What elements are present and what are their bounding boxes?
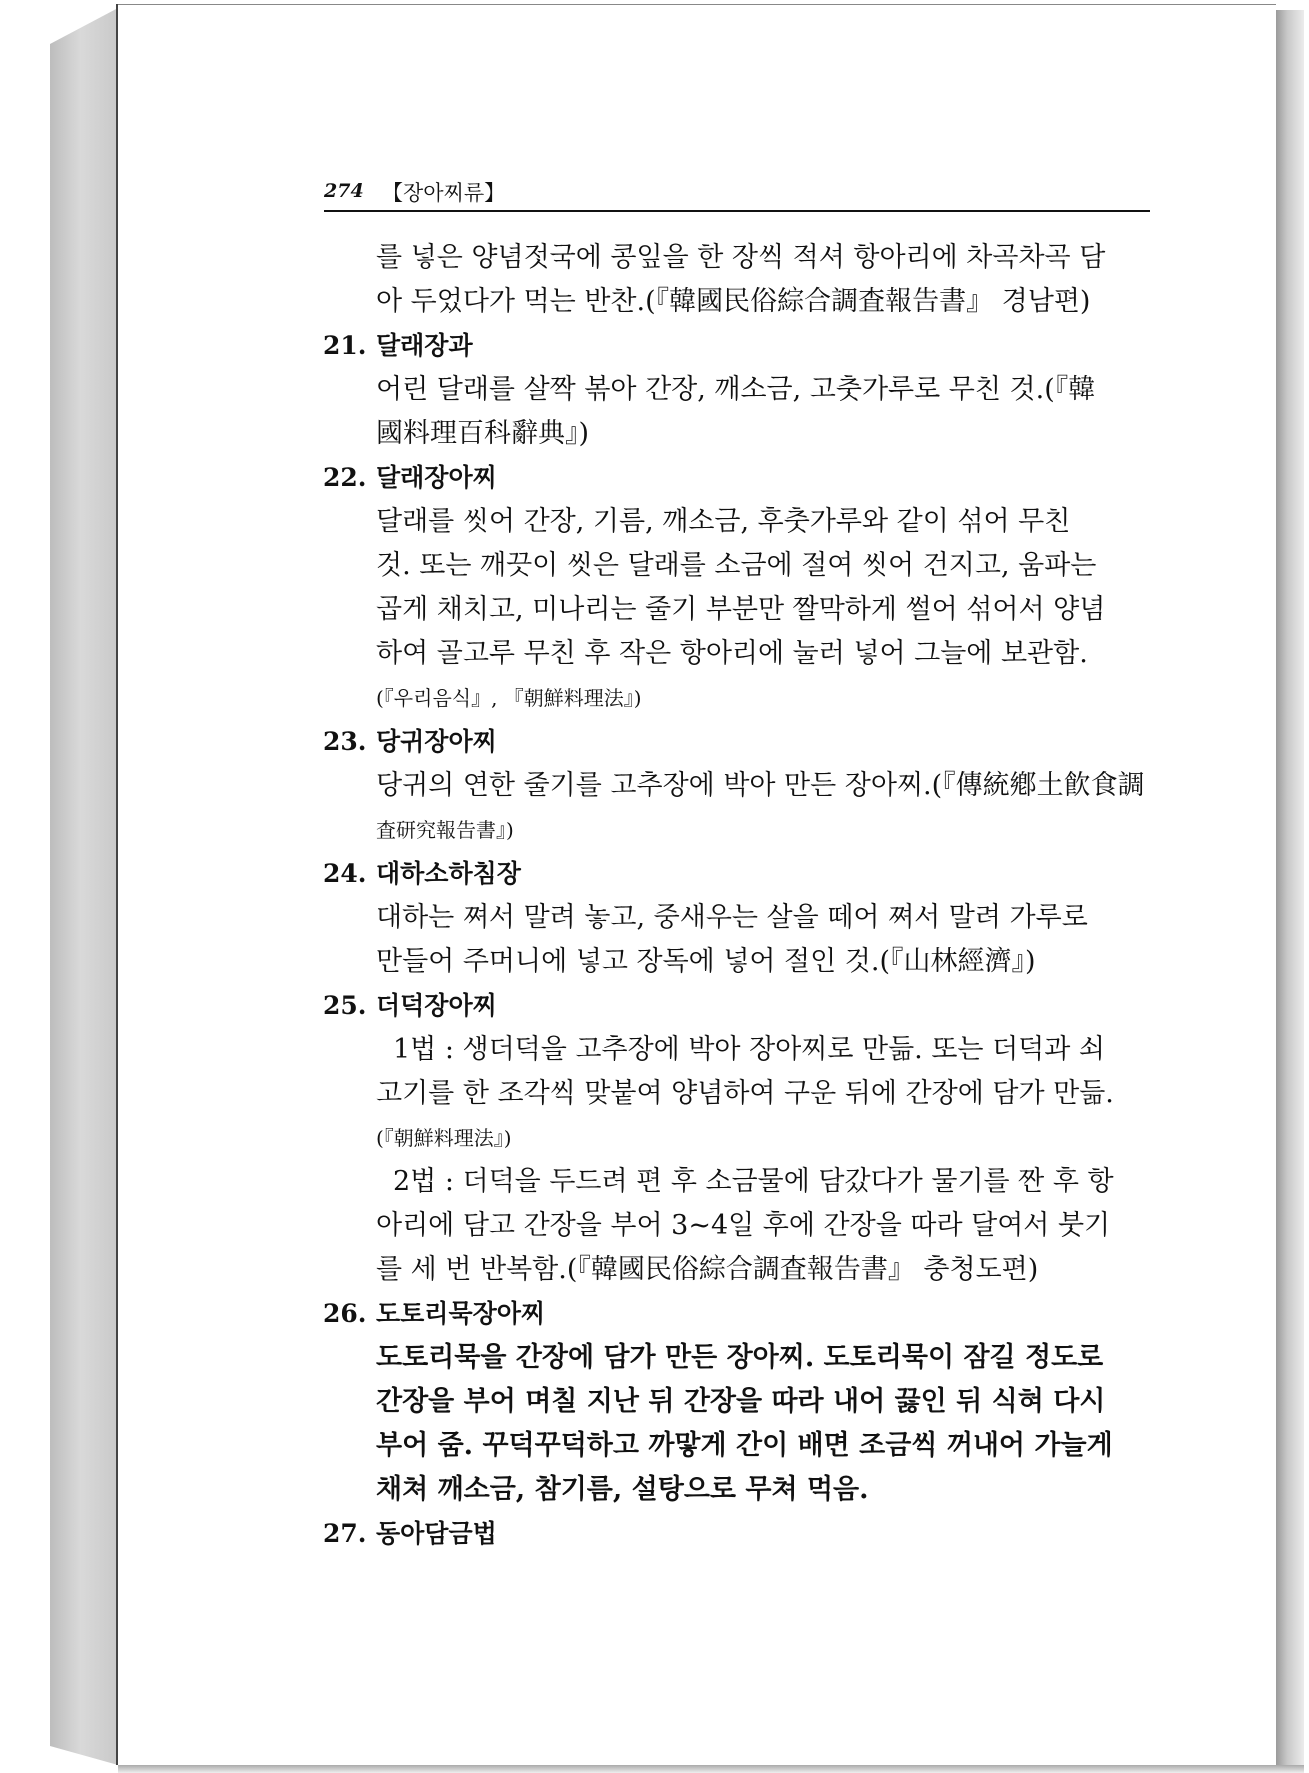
text-line: 아리에 담고 간장을 부어 3~4일 후에 간장을 따라 달여서 붓기	[376, 1210, 1111, 1241]
entry-26	[323, 1292, 1153, 1512]
section-title: 【장아찌류】	[382, 181, 506, 205]
text-line: 간장을 부어 며칠 지난 뒤 간장을 따라 내어 끓인 뒤 식혀 다시	[376, 1386, 1106, 1417]
text-line: 國料理百科辭典』)	[376, 418, 590, 449]
text-line: 대하는 쪄서 말려 놓고, 중새우는 살을 떼어 쪄서 말려 가루로	[376, 902, 1088, 933]
entry-number: 27.	[323, 1519, 367, 1548]
entry-heading	[323, 324, 1153, 368]
entry-heading	[323, 852, 1153, 896]
page-bottom-shadow	[118, 1765, 1304, 1773]
source-citation: (『우리음식』, 『朝鮮料理法』)	[376, 686, 642, 710]
entry-heading	[323, 984, 1153, 1028]
entry-21	[323, 324, 1153, 456]
entry-heading	[323, 1512, 1153, 1556]
entry-25	[323, 984, 1153, 1292]
entry-number: 23.	[323, 727, 367, 756]
text-line: 달래를 씻어 간장, 기름, 깨소금, 후춧가루와 같이 섞어 무친	[376, 506, 1071, 537]
method-2-line: 2법 : 더덕을 두드려 편 후 소금물에 담갔다가 물기를 짠 후 항	[393, 1166, 1114, 1197]
entry-number: 24.	[323, 859, 367, 888]
page-right-shadow	[1276, 10, 1304, 1765]
entry-title: 달래장아찌	[376, 463, 497, 492]
running-header	[324, 176, 1150, 212]
book-spine-edge	[50, 8, 118, 1765]
page-content	[323, 236, 1153, 1556]
text-line: 아 두었다가 먹는 반찬.(『韓國民俗綜合調査報告書』 경남편)	[376, 286, 1091, 317]
entry-heading	[323, 720, 1153, 764]
entry-title: 동아담금법	[376, 1519, 497, 1548]
text-line: 도토리묵을 간장에 담가 만든 장아찌. 도토리묵이 잠길 정도로	[376, 1342, 1104, 1373]
text-line: 부어 줌. 꾸덕꾸덕하고 까맣게 간이 배면 조금씩 꺼내어 가늘게	[376, 1430, 1113, 1461]
entry-title: 달래장과	[376, 331, 473, 360]
entry-number: 22.	[323, 463, 367, 492]
text-line: 어린 달래를 살짝 볶아 간장, 깨소금, 고춧가루로 무친 것.(『韓	[376, 374, 1096, 405]
page-number: 274	[324, 180, 364, 202]
continuation-paragraph	[323, 236, 1153, 324]
entry-title: 도토리묵장아찌	[376, 1299, 546, 1328]
text-line: 곱게 채치고, 미나리는 줄기 부분만 짤막하게 썰어 섞어서 양념	[376, 594, 1106, 625]
text-line: 고기를 한 조각씩 맞붙여 양념하여 구운 뒤에 간장에 담가 만듦.	[376, 1078, 1114, 1109]
entry-27	[323, 1512, 1153, 1556]
text-line: 를 넣은 양념젓국에 콩잎을 한 장씩 적셔 항아리에 차곡차곡 담	[376, 242, 1106, 273]
entry-24	[323, 852, 1153, 984]
text-line: 당귀의 연한 줄기를 고추장에 박아 만든 장아찌.(『傳統鄕土飮食調	[376, 770, 1145, 801]
entry-title: 대하소하침장	[376, 859, 521, 888]
text-line: 채쳐 깨소금, 참기름, 설탕으로 무쳐 먹음.	[376, 1474, 869, 1505]
text-line: 것. 또는 깨끗이 씻은 달래를 소금에 절여 씻어 건지고, 움파는	[376, 550, 1097, 581]
entry-22	[323, 456, 1153, 720]
text-line: 만들어 주머니에 넣고 장독에 넣어 절인 것.(『山林經濟』)	[376, 946, 1036, 977]
entry-heading	[323, 456, 1153, 500]
method-1-line: 1법 : 생더덕을 고추장에 박아 장아찌로 만듦. 또는 더덕과 쇠	[393, 1034, 1105, 1065]
source-citation: 査研究報告書』)	[376, 818, 514, 842]
text-line: 를 세 번 반복함.(『韓國民俗綜合調査報告書』 충청도편)	[376, 1254, 1039, 1285]
entry-number: 25.	[323, 991, 367, 1020]
entry-number: 26.	[323, 1299, 367, 1328]
source-citation: (『朝鮮料理法』)	[376, 1126, 512, 1150]
text-line: 하여 골고루 무친 후 작은 항아리에 눌러 넣어 그늘에 보관함.	[376, 638, 1088, 669]
entry-number: 21.	[323, 331, 367, 360]
entry-title: 더덕장아찌	[376, 991, 497, 1020]
entry-heading	[323, 1292, 1153, 1336]
entry-title: 당귀장아찌	[376, 727, 497, 756]
entry-23	[323, 720, 1153, 852]
